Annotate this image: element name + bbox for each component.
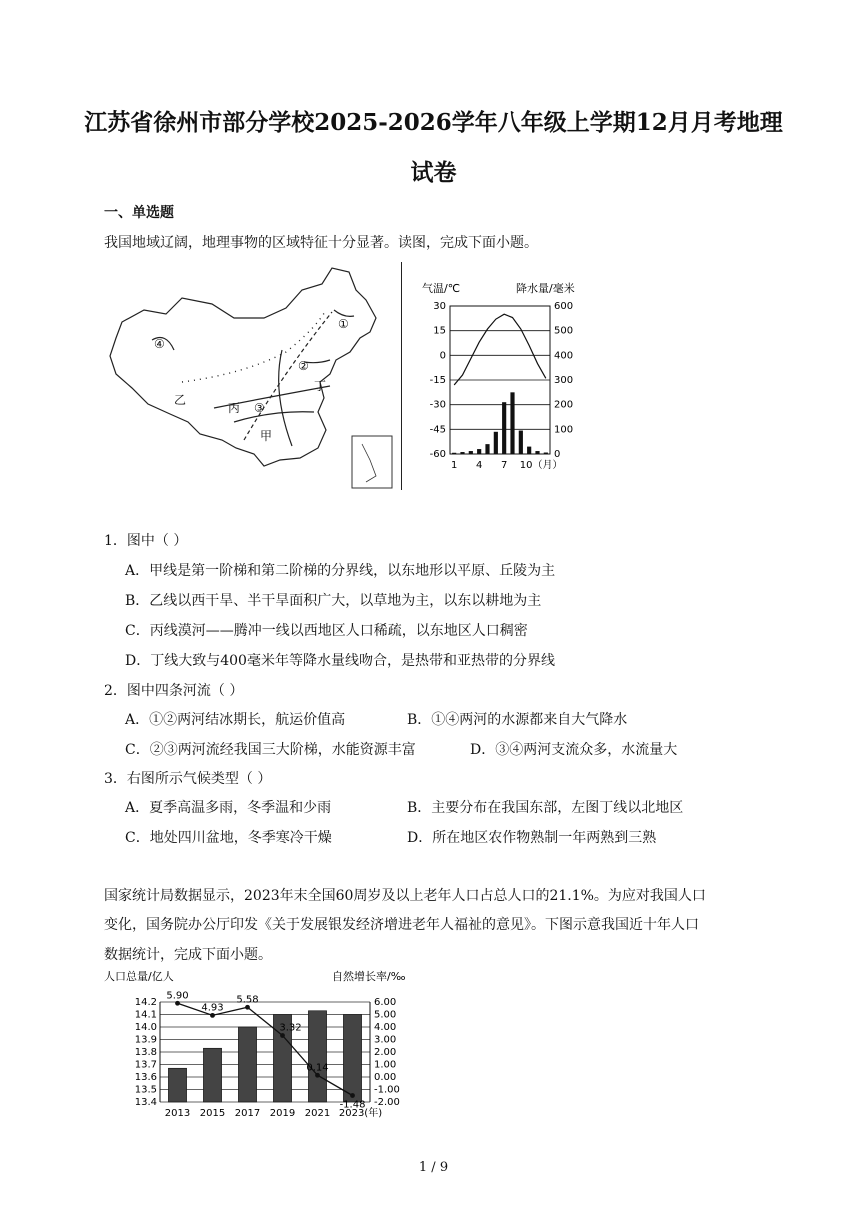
q2-stem: 2．图中四条河流（ ）: [104, 683, 244, 699]
pop-x-tick: 2017: [234, 1108, 261, 1119]
growth-rate-point: [175, 1001, 180, 1006]
pop-left-tick: 13.4: [134, 1097, 157, 1108]
growth-rate-point: [350, 1093, 355, 1098]
climate-left-tick: 0: [439, 350, 446, 362]
q1-option-c[interactable]: C．丙线漠河——腾冲一线以西地区人口稀疏，以东地区人口稠密: [125, 623, 528, 639]
population-bar: [168, 1068, 186, 1102]
climate-left-tick: -30: [429, 399, 446, 411]
pop-right-tick: 5.00: [374, 1009, 397, 1021]
climate-x-tick: 7: [500, 460, 508, 471]
climate-right-tick: 0: [554, 449, 561, 460]
population-bar: [238, 1027, 256, 1102]
precipitation-bar: [502, 402, 506, 454]
pop-left-tick: 13.8: [134, 1047, 157, 1058]
map-label-jia: 甲: [260, 429, 273, 443]
climate-right-tick: 600: [554, 301, 574, 312]
q3-option-d[interactable]: D．所在地区农作物熟制一年两熟到三熟: [407, 830, 657, 846]
map-label-ding: 丁: [314, 379, 327, 393]
pop-right-tick: 1.00: [374, 1059, 397, 1071]
river-3: [234, 412, 314, 422]
pop-right-tick: 6.00: [374, 997, 397, 1008]
precipitation-bar: [452, 453, 456, 454]
growth-rate-label: 3.32: [279, 1022, 302, 1034]
population-chart: [100, 968, 420, 1124]
figure-divider: [401, 262, 402, 490]
pop-right-tick: 4.00: [374, 1022, 397, 1033]
section-heading: 一、单选题: [104, 205, 174, 221]
pop-right-tick: 2.00: [374, 1047, 397, 1058]
pop-left-axis-title: 人口总量/亿人: [104, 970, 174, 983]
climate-left-tick: -60: [429, 449, 446, 460]
temperature-curve: [454, 314, 546, 385]
climate-left-tick: -45: [429, 424, 446, 436]
precipitation-bar: [469, 451, 473, 454]
q2-option-d[interactable]: D．③④两河支流众多，水流量大: [470, 742, 678, 758]
pop-x-tick: 2019: [269, 1108, 296, 1119]
q2-option-a[interactable]: A．①②两河结冰期长，航运价值高: [125, 712, 346, 728]
pop-right-tick: 0.00: [374, 1072, 397, 1083]
pop-left-tick: 14.2: [134, 997, 157, 1008]
precipitation-bar: [460, 452, 464, 454]
q2-option-b[interactable]: B．①④两河的水源都来自大气降水: [407, 712, 628, 728]
population-bar: [203, 1048, 221, 1102]
south-sea-inset: [352, 436, 392, 488]
climate-x-tick: 1: [450, 460, 458, 471]
pop-left-tick: 13.6: [134, 1072, 157, 1083]
line-bing: [244, 312, 332, 440]
climate-right-tick: 100: [554, 424, 574, 436]
precipitation-bar: [527, 447, 531, 454]
growth-rate-point: [210, 1013, 215, 1018]
q2-option-c[interactable]: C．②③两河流经我国三大阶梯，水能资源丰富: [125, 742, 416, 758]
q1-option-b[interactable]: B．乙线以西干旱、半干旱面积广大，以草地为主，以东以耕地为主: [125, 593, 542, 609]
exam-title-line1: 江苏省徐州市部分学校2025-2026学年八年级上学期12月月考地理: [84, 109, 783, 136]
growth-rate-label: 0.14: [306, 1062, 329, 1074]
pop-left-tick: 13.5: [134, 1084, 157, 1096]
map-label-1: ①: [338, 317, 349, 331]
climate-chart: [410, 278, 600, 476]
climate-right-tick: 200: [554, 399, 574, 411]
pop-x-tick: 2023(年): [338, 1108, 383, 1119]
climate-right-tick: 400: [554, 350, 574, 362]
pop-x-tick: 2015: [199, 1108, 226, 1119]
q1-option-d[interactable]: D．丁线大致与400毫米年等降水量线吻合，是热带和亚热带的分界线: [125, 653, 555, 669]
q3-option-a[interactable]: A．夏季高温多雨，冬季温和少雨: [125, 800, 332, 816]
climate-x-tick: 10（月）: [519, 460, 563, 471]
climate-left-tick: 15: [433, 325, 446, 337]
pop-right-tick: -1.00: [374, 1084, 400, 1096]
precipitation-bar: [510, 392, 514, 454]
china-outline: [110, 268, 376, 466]
river-1: [334, 310, 354, 316]
map-label-3: ③: [254, 401, 265, 415]
page-number: 1 / 9: [418, 1160, 449, 1175]
climate-left-tick: -15: [429, 375, 446, 386]
precipitation-bar: [544, 453, 548, 454]
precipitation-bar: [535, 451, 539, 454]
map-label-yi: 乙: [174, 393, 187, 407]
q3-stem: 3．右图所示气候类型（ ）: [104, 771, 272, 787]
population-bar: [306, 1011, 329, 1102]
q3-option-c[interactable]: C．地处四川盆地，冬季寒冷干燥: [125, 830, 332, 846]
exam-title-line2: 试卷: [410, 159, 457, 186]
climate-right-axis-title: 降水量/毫米: [516, 282, 575, 295]
china-map: [104, 262, 404, 492]
climate-left-tick: 30: [433, 301, 446, 312]
growth-rate-point: [245, 1005, 250, 1010]
map-label-2: ②: [298, 359, 309, 373]
pop-left-tick: 14.0: [134, 1022, 157, 1033]
precipitation-bar: [477, 449, 481, 454]
climate-right-tick: 300: [554, 375, 574, 386]
map-label-4: ④: [154, 337, 165, 351]
map-label-bing: 丙: [228, 401, 241, 415]
growth-rate-label: 4.93: [201, 1002, 224, 1014]
growth-rate-point: [315, 1073, 320, 1078]
precipitation-bar: [519, 431, 523, 454]
line-jia: [279, 350, 292, 446]
pop-left-tick: 13.9: [134, 1034, 157, 1046]
q1-option-a[interactable]: A．甲线是第一阶梯和第二阶梯的分界线，以东地形以平原、丘陵为主: [125, 563, 556, 579]
pop-right-axis-title: 自然增长率/‰: [332, 970, 406, 983]
q3-option-b[interactable]: B．主要分布在我国东部，左图丁线以北地区: [407, 800, 684, 816]
pop-x-tick: 2021: [304, 1108, 331, 1119]
growth-rate-label: 5.90: [166, 990, 189, 1002]
q1-stem: 1．图中（ ）: [104, 533, 188, 549]
intro-paragraph-2-line3: 数据统计，完成下面小题。: [104, 947, 272, 963]
growth-rate-label: 5.58: [236, 994, 259, 1006]
climate-left-axis-title: 气温/℃: [422, 282, 461, 295]
growth-rate-label: -1.48: [339, 1099, 366, 1111]
intro-paragraph-2-line1: 国家统计局数据显示，2023年末全国60周岁及以上老年人口占总人口的21.1%。为应对我国人口: [104, 888, 706, 904]
climate-x-tick: 4: [475, 460, 483, 471]
growth-rate-point: [280, 1033, 285, 1038]
intro-paragraph-1: 我国地域辽阔，地理事物的区域特征十分显著。读图，完成下面小题。: [104, 235, 538, 251]
precipitation-bar: [485, 444, 489, 454]
pop-right-tick: 3.00: [374, 1034, 397, 1046]
pop-x-tick: 2013: [164, 1108, 191, 1119]
climate-right-tick: 500: [554, 325, 574, 337]
intro-paragraph-2-line2: 变化，国务院办公厅印发《关于发展银发经济增进老年人福祉的意见》。下图示意我国近十年人口: [104, 917, 699, 933]
precipitation-bar: [494, 432, 498, 454]
pop-left-tick: 14.1: [134, 1009, 157, 1021]
population-bar: [343, 1015, 361, 1103]
pop-left-tick: 13.7: [134, 1059, 157, 1071]
pop-right-tick: -2.00: [374, 1097, 400, 1108]
